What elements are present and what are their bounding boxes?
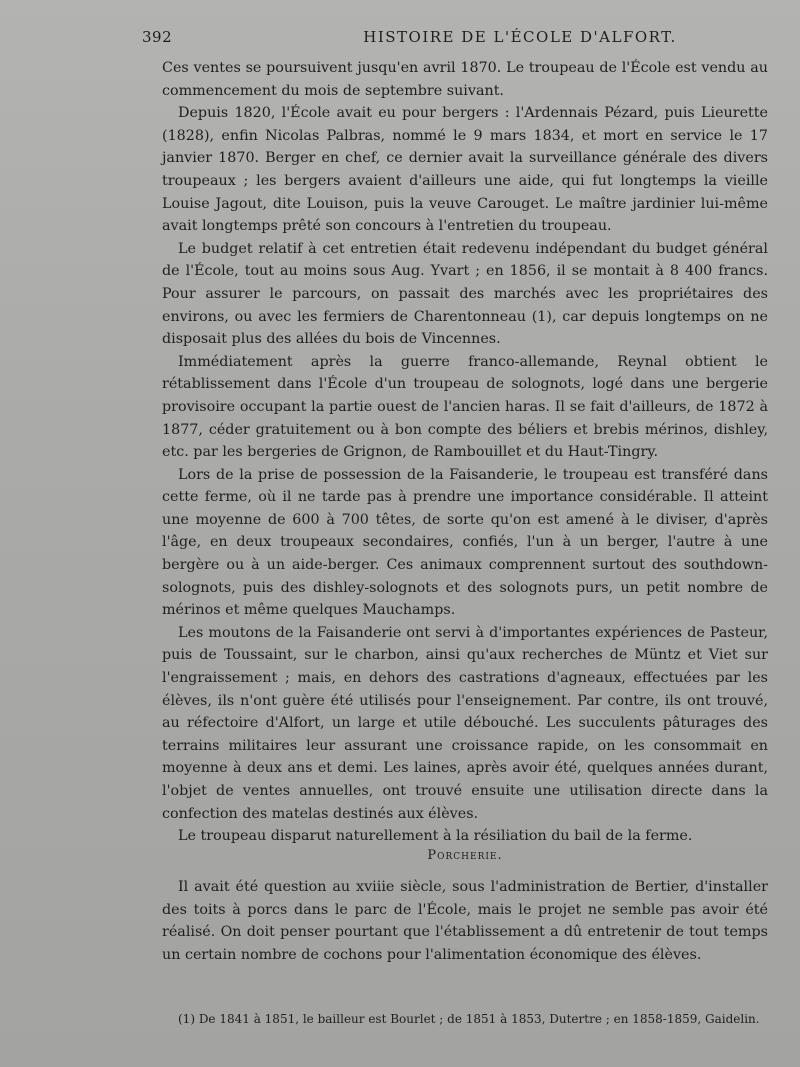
paragraph: Depuis 1820, l'École avait eu pour bergers : l'Ardennais Pézard, puis Lieurette (1828), enfin Nicolas Palbras, nommé le 9 mars 1834, et mort en service le 17 janvier 1870. Berger en chef, ce dernier avait la surveillance générale des divers troupeaux ; les bergers avaient d'ailleurs une aide, qui fut longtemps la vieille Louise Jagout, dite Louison, puis la veuve Carouget. Le maître jardinier lui-même avait longtemps prêté son concours à l'entretien du troupeau. [162, 105, 768, 235]
paragraph: Immédiatement après la guerre franco-allemande, Reynal obtient le rétablissement dans l'École d'un troupeau de solognots, logé dans une bergerie provisoire occupant la partie ouest de l'ancien haras. Il se fait d'ailleurs, de 1872 à 1877, céder gratuitement ou à bon compte des béliers et brebis mérinos, dishley, etc. par les bergeries de Grignon, de Rambouillet et du Haut-Tingry. [162, 353, 768, 461]
running-title: HISTOIRE DE L'ÉCOLE D'ALFORT. [363, 28, 677, 46]
paragraph: Le troupeau disparut naturellement à la résiliation du bail de la ferme. [178, 828, 693, 845]
main-text [162, 57, 768, 848]
paragraph: Les moutons de la Faisanderie ont servi à d'importantes expériences de Pasteur, puis de Toussaint, sur le charbon, ainsi qu'aux recherches de Müntz et Viet sur l'engraissement ; mais, en dehors des castrations d'agneaux, effectuées par les élèves, ils n'ont guère été utilisés pour l'enseignement. Par contre, ils ont trouvé, au réfectoire d'Alfort, un large et utile débouché. Les succulents pâturages des terrains militaires leur assurant une croissance rapide, on les consommait en moyenne à deux ans et demi. Les laines, après avoir été, quelques années durant, l'objet de ventes annuelles, ont trouvé ensuite une utilisation directe dans la confection des matelas destinés aux élèves. [162, 624, 768, 822]
paragraph: Lors de la prise de possession de la Faisanderie, le troupeau est transféré dans cette ferme, où il ne tarde pas à prendre une importance considérable. Il atteint une moyenne de 600 à 700 têtes, de sorte qu'on est amené à le diviser, d'après l'âge, en deux troupeaux secondaires, confiés, l'un à un berger, l'autre à une bergère ou à un aide-berger. Ces animaux comprennent surtout des southdown-solognots, puis des dishley-solognots et des solognots purs, un petit nombre de mérinos et même quelques Mauchamps. [162, 466, 768, 619]
paragraph: Le budget relatif à cet entretien était redevenu indépendant du budget général de l'École, tout au moins sous Aug. Yvart ; en 1856, il se montait à 8 400 francs. Pour assurer le parcours, on passait des marchés avec les propriétaires des environs, ou avec les fermiers de Charentonneau (1), car depuis longtemps on ne disposait plus des allées du bois de Vincennes. [162, 240, 768, 348]
footnote-text: (1) De 1841 à 1851, le bailleur est Bourlet ; de 1851 à 1853, Dutertre ; en 1858-1859, Gaidelin. [178, 1012, 760, 1026]
paragraph: Ces ventes se poursuivent jusqu'en avril 1870. Le troupeau de l'École est vendu au commencement du mois de septembre suivant. [162, 60, 768, 99]
page-header [142, 28, 768, 50]
page-number: 392 [142, 28, 173, 46]
section-text [162, 876, 768, 966]
section-heading: Porcherie. [427, 848, 503, 863]
paragraph: Il avait été question au xviiie siècle, sous l'administration de Bertier, d'installer des toits à porcs dans le parc de l'École, mais le projet ne semble pas avoir été réalisé. On doit penser pourtant que l'établissement a dû entretenir de tout temps un certain nombre de cochons pour l'alimentation économique des élèves. [162, 879, 768, 963]
footnote [162, 1010, 768, 1028]
